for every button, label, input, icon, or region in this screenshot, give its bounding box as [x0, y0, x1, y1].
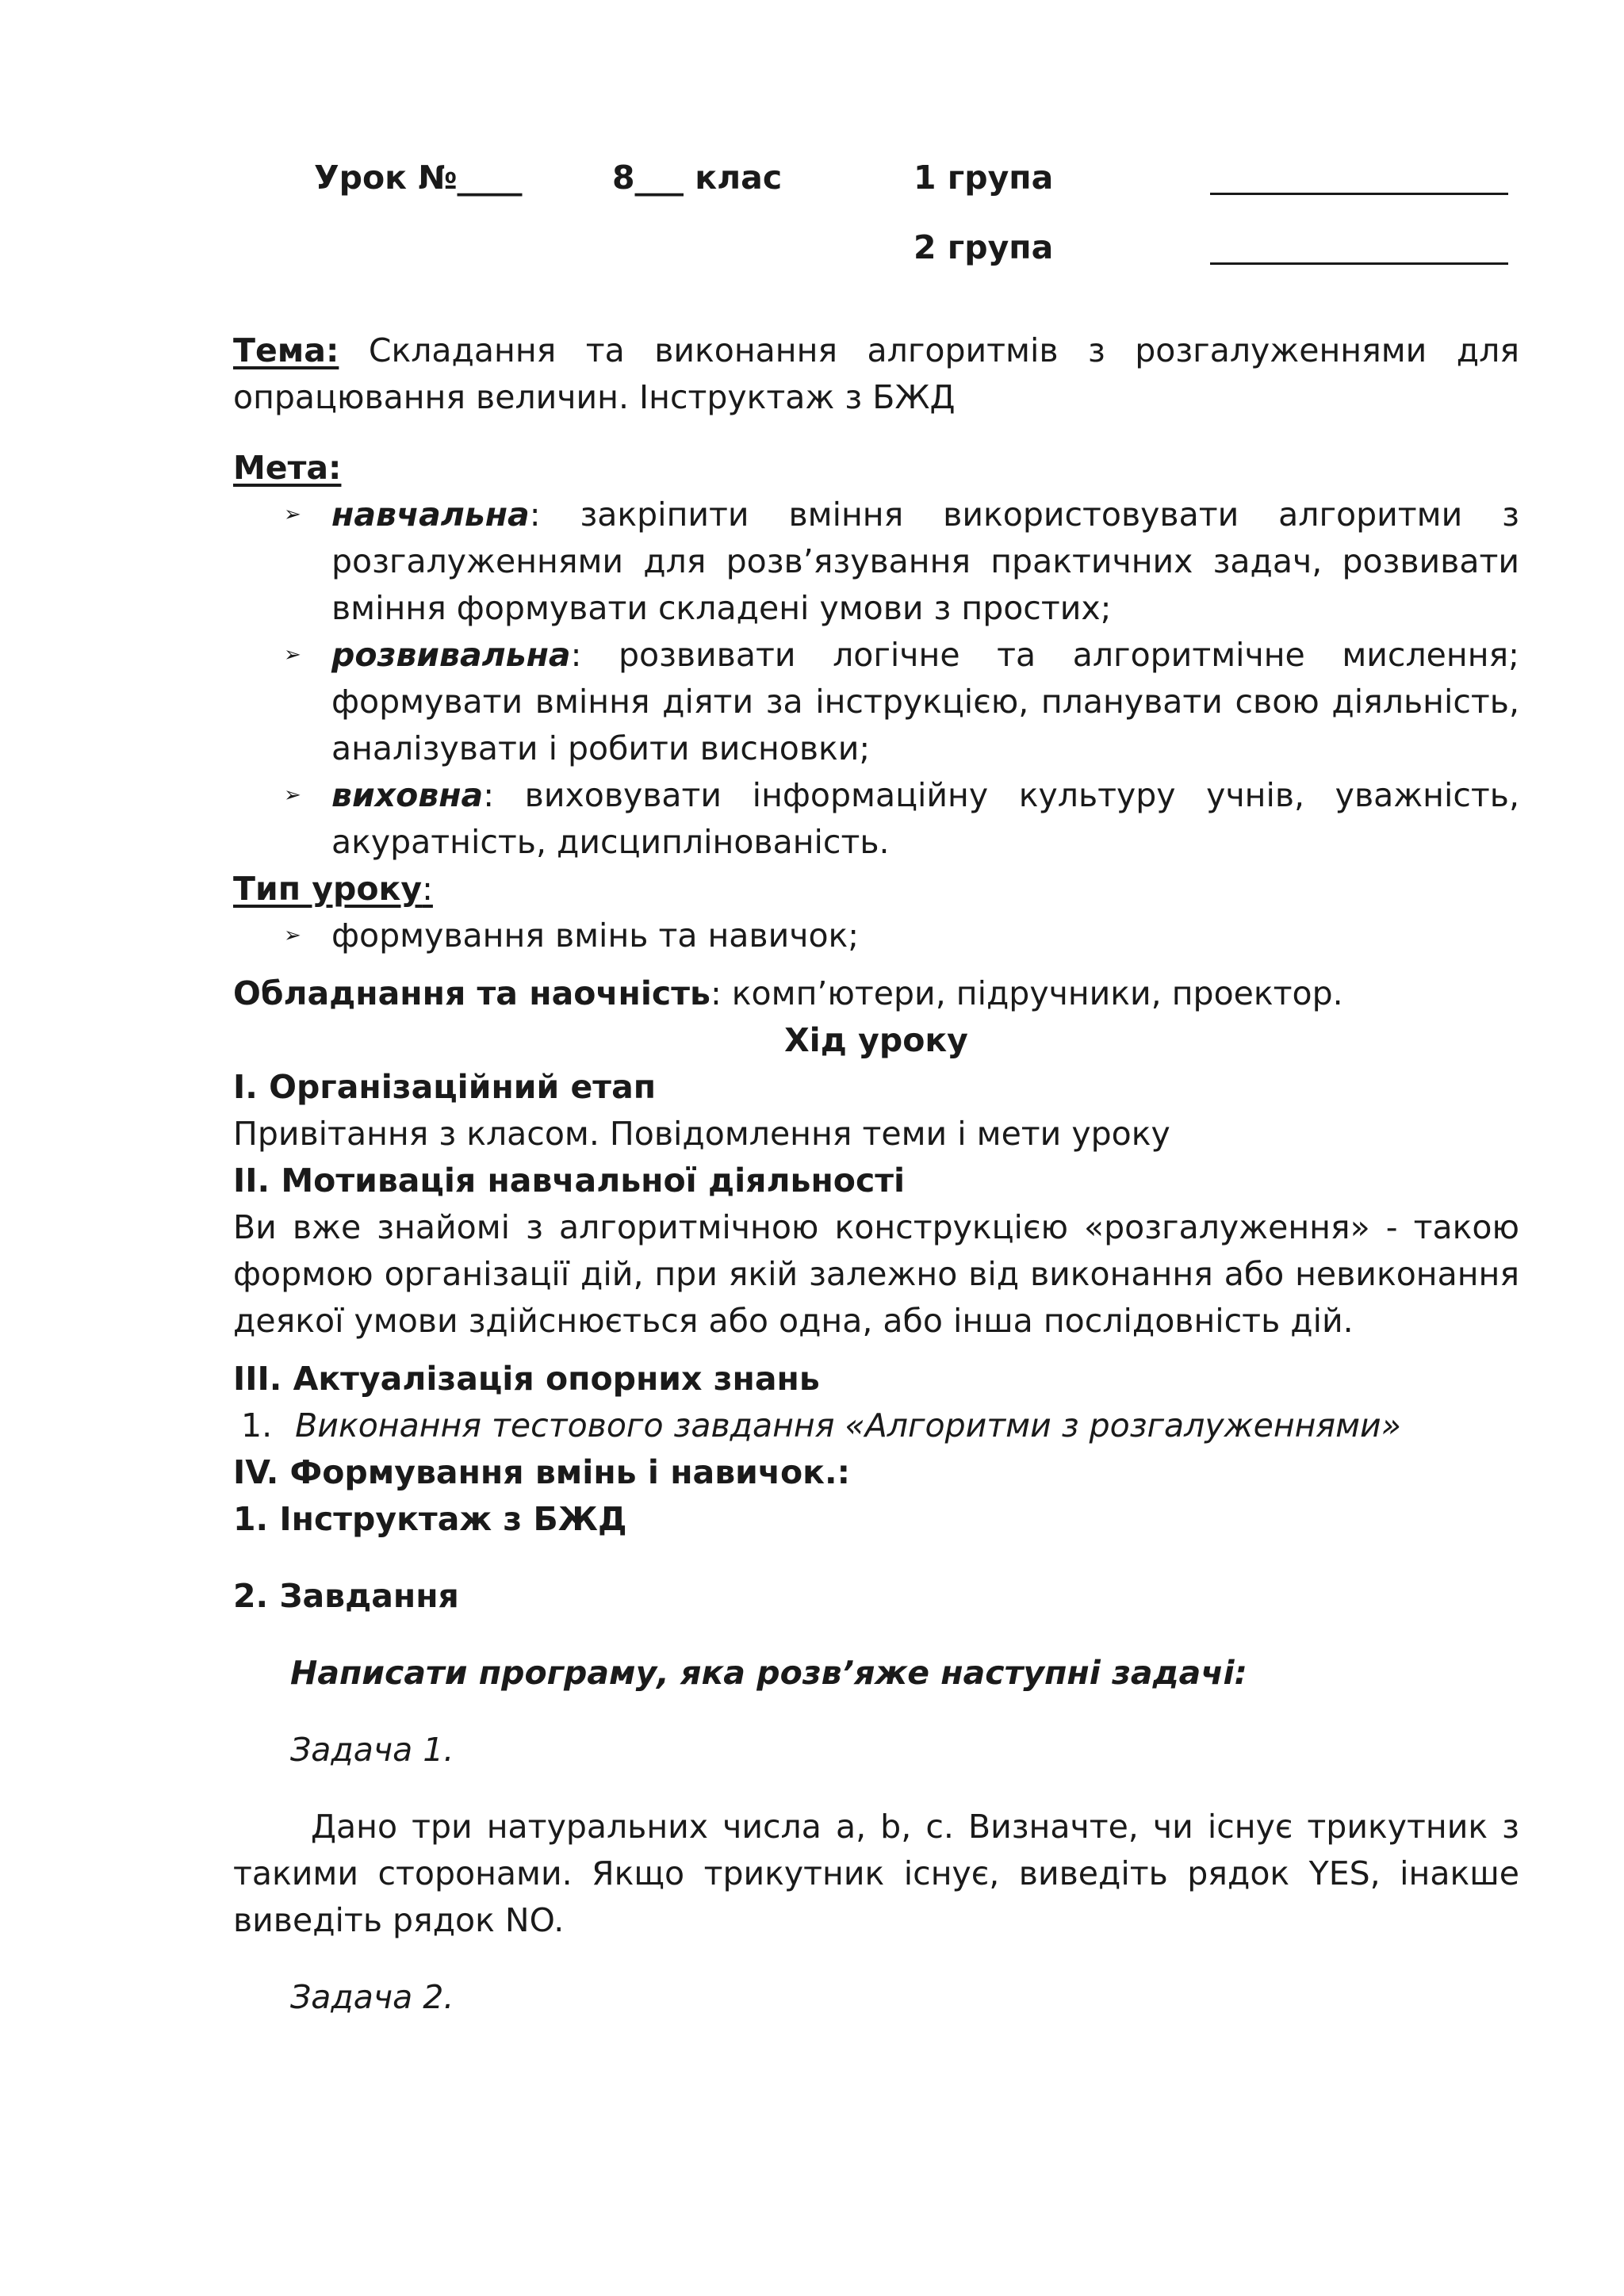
arrow-bullet-icon: ➢: [284, 783, 301, 807]
lesson-plan-page: [233, 155, 1519, 2021]
group1-label: 1 група: [914, 159, 1054, 197]
stage-4-sub1: 1. Інструктаж з БЖД: [233, 1500, 627, 1538]
lesson-number-label: Урок №____: [314, 159, 523, 197]
task-1-label: Задача 1.: [290, 1731, 454, 1769]
arrow-bullet-icon: ➢: [284, 924, 301, 947]
goal-text: : розвивати логічне та алгоритмічне мислення; формувати вміння діяти за інструкцією, планувати свою діяльність, аналізувати і робити висновки;: [331, 636, 1519, 767]
goal-item-educational: [284, 492, 1519, 632]
task-2-label: Задача 2.: [290, 1978, 454, 2016]
topic-label: Тема:: [233, 331, 339, 369]
lesson-type-section: [233, 866, 1519, 959]
stage-3-item: [233, 1402, 1519, 1449]
header-row-1: [233, 155, 1519, 224]
group2-blank-line: [1210, 262, 1508, 265]
goal-item-upbringing: [284, 772, 1519, 866]
arrow-bullet-icon: ➢: [284, 643, 301, 667]
goal-term: виховна: [331, 776, 484, 814]
stage-3-item-text: Виконання тестового завдання «Алгоритми з розгалуженнями»: [295, 1406, 1401, 1445]
goal-text: : виховувати інформаційну культуру учнів, уважність, акуратність, дисциплінованість.: [331, 776, 1519, 861]
goal-label: Мета:: [233, 449, 342, 487]
stage-1-heading: І. Організаційний етап: [233, 1068, 657, 1106]
goal-item-developmental: [284, 632, 1519, 772]
goal-text: : закріпити вміння використовувати алгоритми з розгалуженнями для розв’язування практичних задач, розвивати вміння формувати складені умови з простих;: [331, 496, 1519, 627]
goal-term: розвивальна: [331, 636, 571, 674]
equipment-text: : комп’ютери, підручники, проектор.: [710, 974, 1343, 1012]
task-intro: Написати програму, яка розв’яже наступні задачі:: [290, 1654, 1247, 1692]
lesson-type-item: ➢ формування вмінь та навичок;: [331, 913, 1519, 959]
lesson-type-list: [233, 913, 1519, 959]
goal-term: навчальна: [331, 496, 530, 534]
stage-4-sub2: 2. Завдання: [233, 1577, 459, 1615]
group1-blank-line: [1210, 193, 1508, 195]
stage-3-item-number: 1.: [241, 1406, 273, 1445]
lesson-type-label: Тип уроку: [233, 870, 423, 908]
topic-text: Складання та виконання алгоритмів з розгалуженнями для опрацювання величин. Інструктаж з БЖД: [233, 331, 1519, 416]
stage-3-heading: ІІІ. Актуалізація опорних знань: [233, 1360, 820, 1398]
course-title: Хід уроку: [784, 1021, 968, 1059]
lesson-type-colon: :: [422, 870, 433, 908]
header-row-2: [233, 224, 1519, 294]
stage-4-heading: ІV. Формування вмінь і навичок.:: [233, 1453, 850, 1491]
equipment: [233, 970, 1519, 1017]
goal-section: [233, 445, 1519, 866]
stage-2-text: Ви вже знайомі з алгоритмічною конструкцією «розгалуження» - такою формою організації дій, при якій залежно від виконання або невиконання деякої умови здійснюється або одна, або інша послідовність дій.: [233, 1208, 1519, 1340]
topic: [233, 327, 1519, 421]
task-1-text: Дано три натуральних числа a, b, c. Визначте, чи існує трикутник з такими сторонами. Якщо трикутник існує, виведіть рядок YES, інакше виведіть рядок NO.: [233, 1808, 1519, 1939]
group2-label: 2 група: [914, 228, 1054, 266]
goal-list: [233, 492, 1519, 866]
arrow-bullet-icon: ➢: [284, 503, 301, 526]
stage-1-text: Привітання з класом. Повідомлення теми і мети уроку: [233, 1115, 1170, 1153]
stage-2-heading: ІІ. Мотивація навчальної діяльності: [233, 1161, 906, 1200]
class-label: 8___ клас: [612, 159, 783, 197]
equipment-label: Обладнання та наочність: [233, 974, 710, 1012]
